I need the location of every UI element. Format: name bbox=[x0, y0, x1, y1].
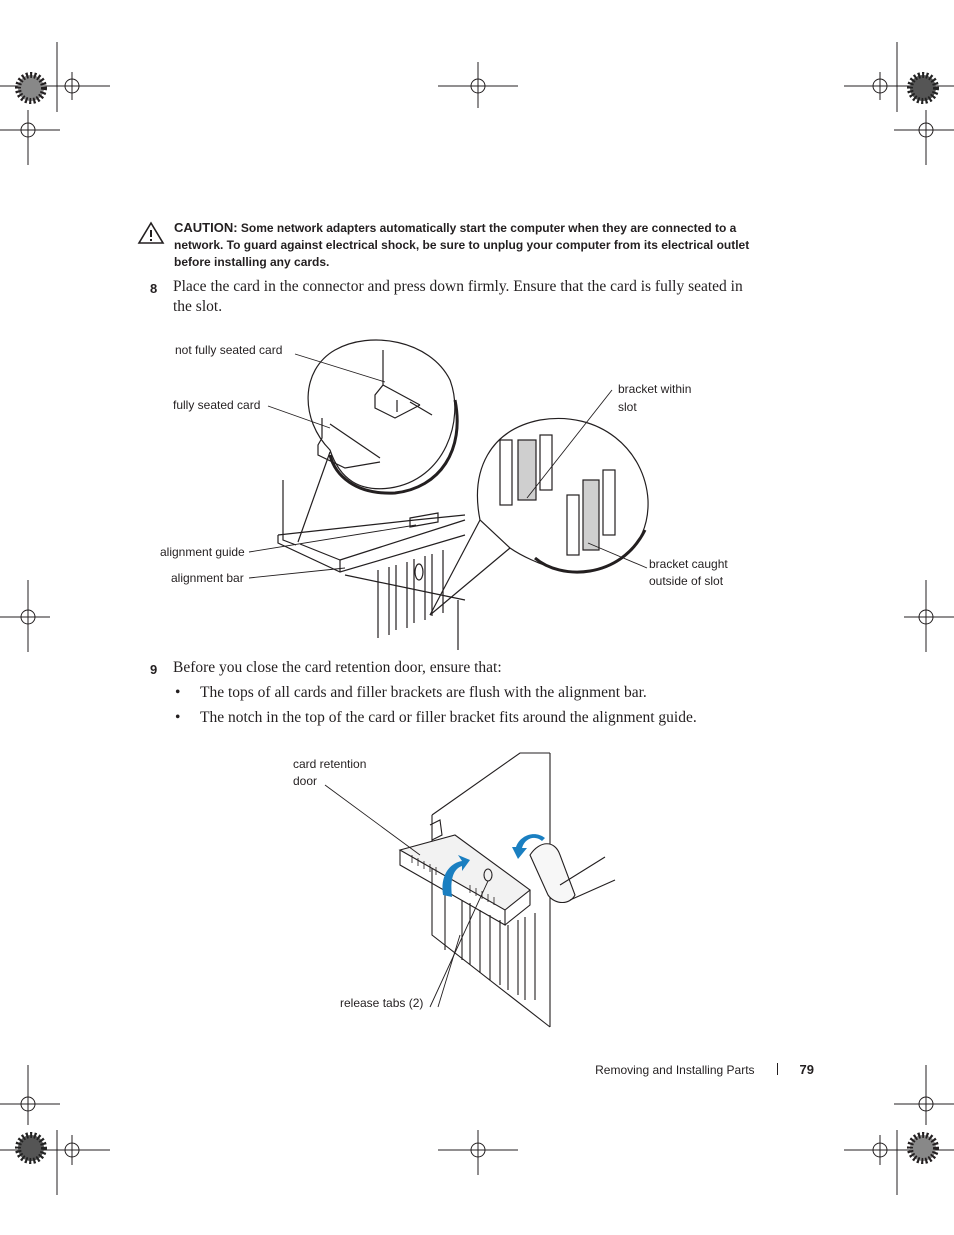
card-seating-illustration bbox=[0, 330, 954, 660]
bullet-dot: • bbox=[175, 709, 181, 726]
footer-section-title: Removing and Installing Parts bbox=[595, 1063, 755, 1077]
label-bracket-within-slot-2: slot bbox=[618, 400, 637, 414]
label-card-retention-door-1: card retention bbox=[293, 757, 367, 771]
page-number: 79 bbox=[799, 1062, 814, 1077]
step-text: Before you close the card retention door, ensure that: bbox=[173, 659, 502, 676]
step-number: 8 bbox=[150, 281, 158, 296]
step-number: 9 bbox=[150, 662, 158, 677]
caution-body: Some network adapters automatically start the computer when they are connected to a network. To guard against electrical shock, be sure to unplug your computer from its electrical outlet before installing any cards. bbox=[174, 221, 750, 269]
step-text: Place the card in the connector and press down firmly. Ensure that the card is fully seated in the slot. bbox=[173, 278, 743, 315]
footer-separator bbox=[777, 1063, 778, 1075]
label-not-fully-seated-card: not fully seated card bbox=[175, 343, 283, 357]
bullet-text: The tops of all cards and filler brackets are flush with the alignment bar. bbox=[200, 684, 647, 701]
label-alignment-bar: alignment bar bbox=[171, 571, 244, 585]
label-bracket-caught-2: outside of slot bbox=[649, 574, 724, 588]
bullet-dot: • bbox=[175, 684, 181, 701]
page-footer bbox=[595, 1062, 814, 1077]
label-bracket-within-slot-1: bracket within bbox=[618, 382, 692, 396]
label-bracket-caught-1: bracket caught bbox=[649, 557, 728, 571]
caution-label: CAUTION: bbox=[174, 220, 238, 235]
caution-warning-icon bbox=[137, 221, 165, 245]
label-alignment-guide: alignment guide bbox=[160, 545, 245, 559]
label-release-tabs: release tabs (2) bbox=[340, 996, 424, 1010]
label-card-retention-door-2: door bbox=[293, 774, 318, 788]
label-fully-seated-card: fully seated card bbox=[173, 398, 261, 412]
bullet-text: The notch in the top of the card or filler bracket fits around the alignment guide. bbox=[200, 709, 697, 726]
card-retention-door-illustration bbox=[0, 745, 954, 1035]
caution-text bbox=[174, 219, 754, 271]
